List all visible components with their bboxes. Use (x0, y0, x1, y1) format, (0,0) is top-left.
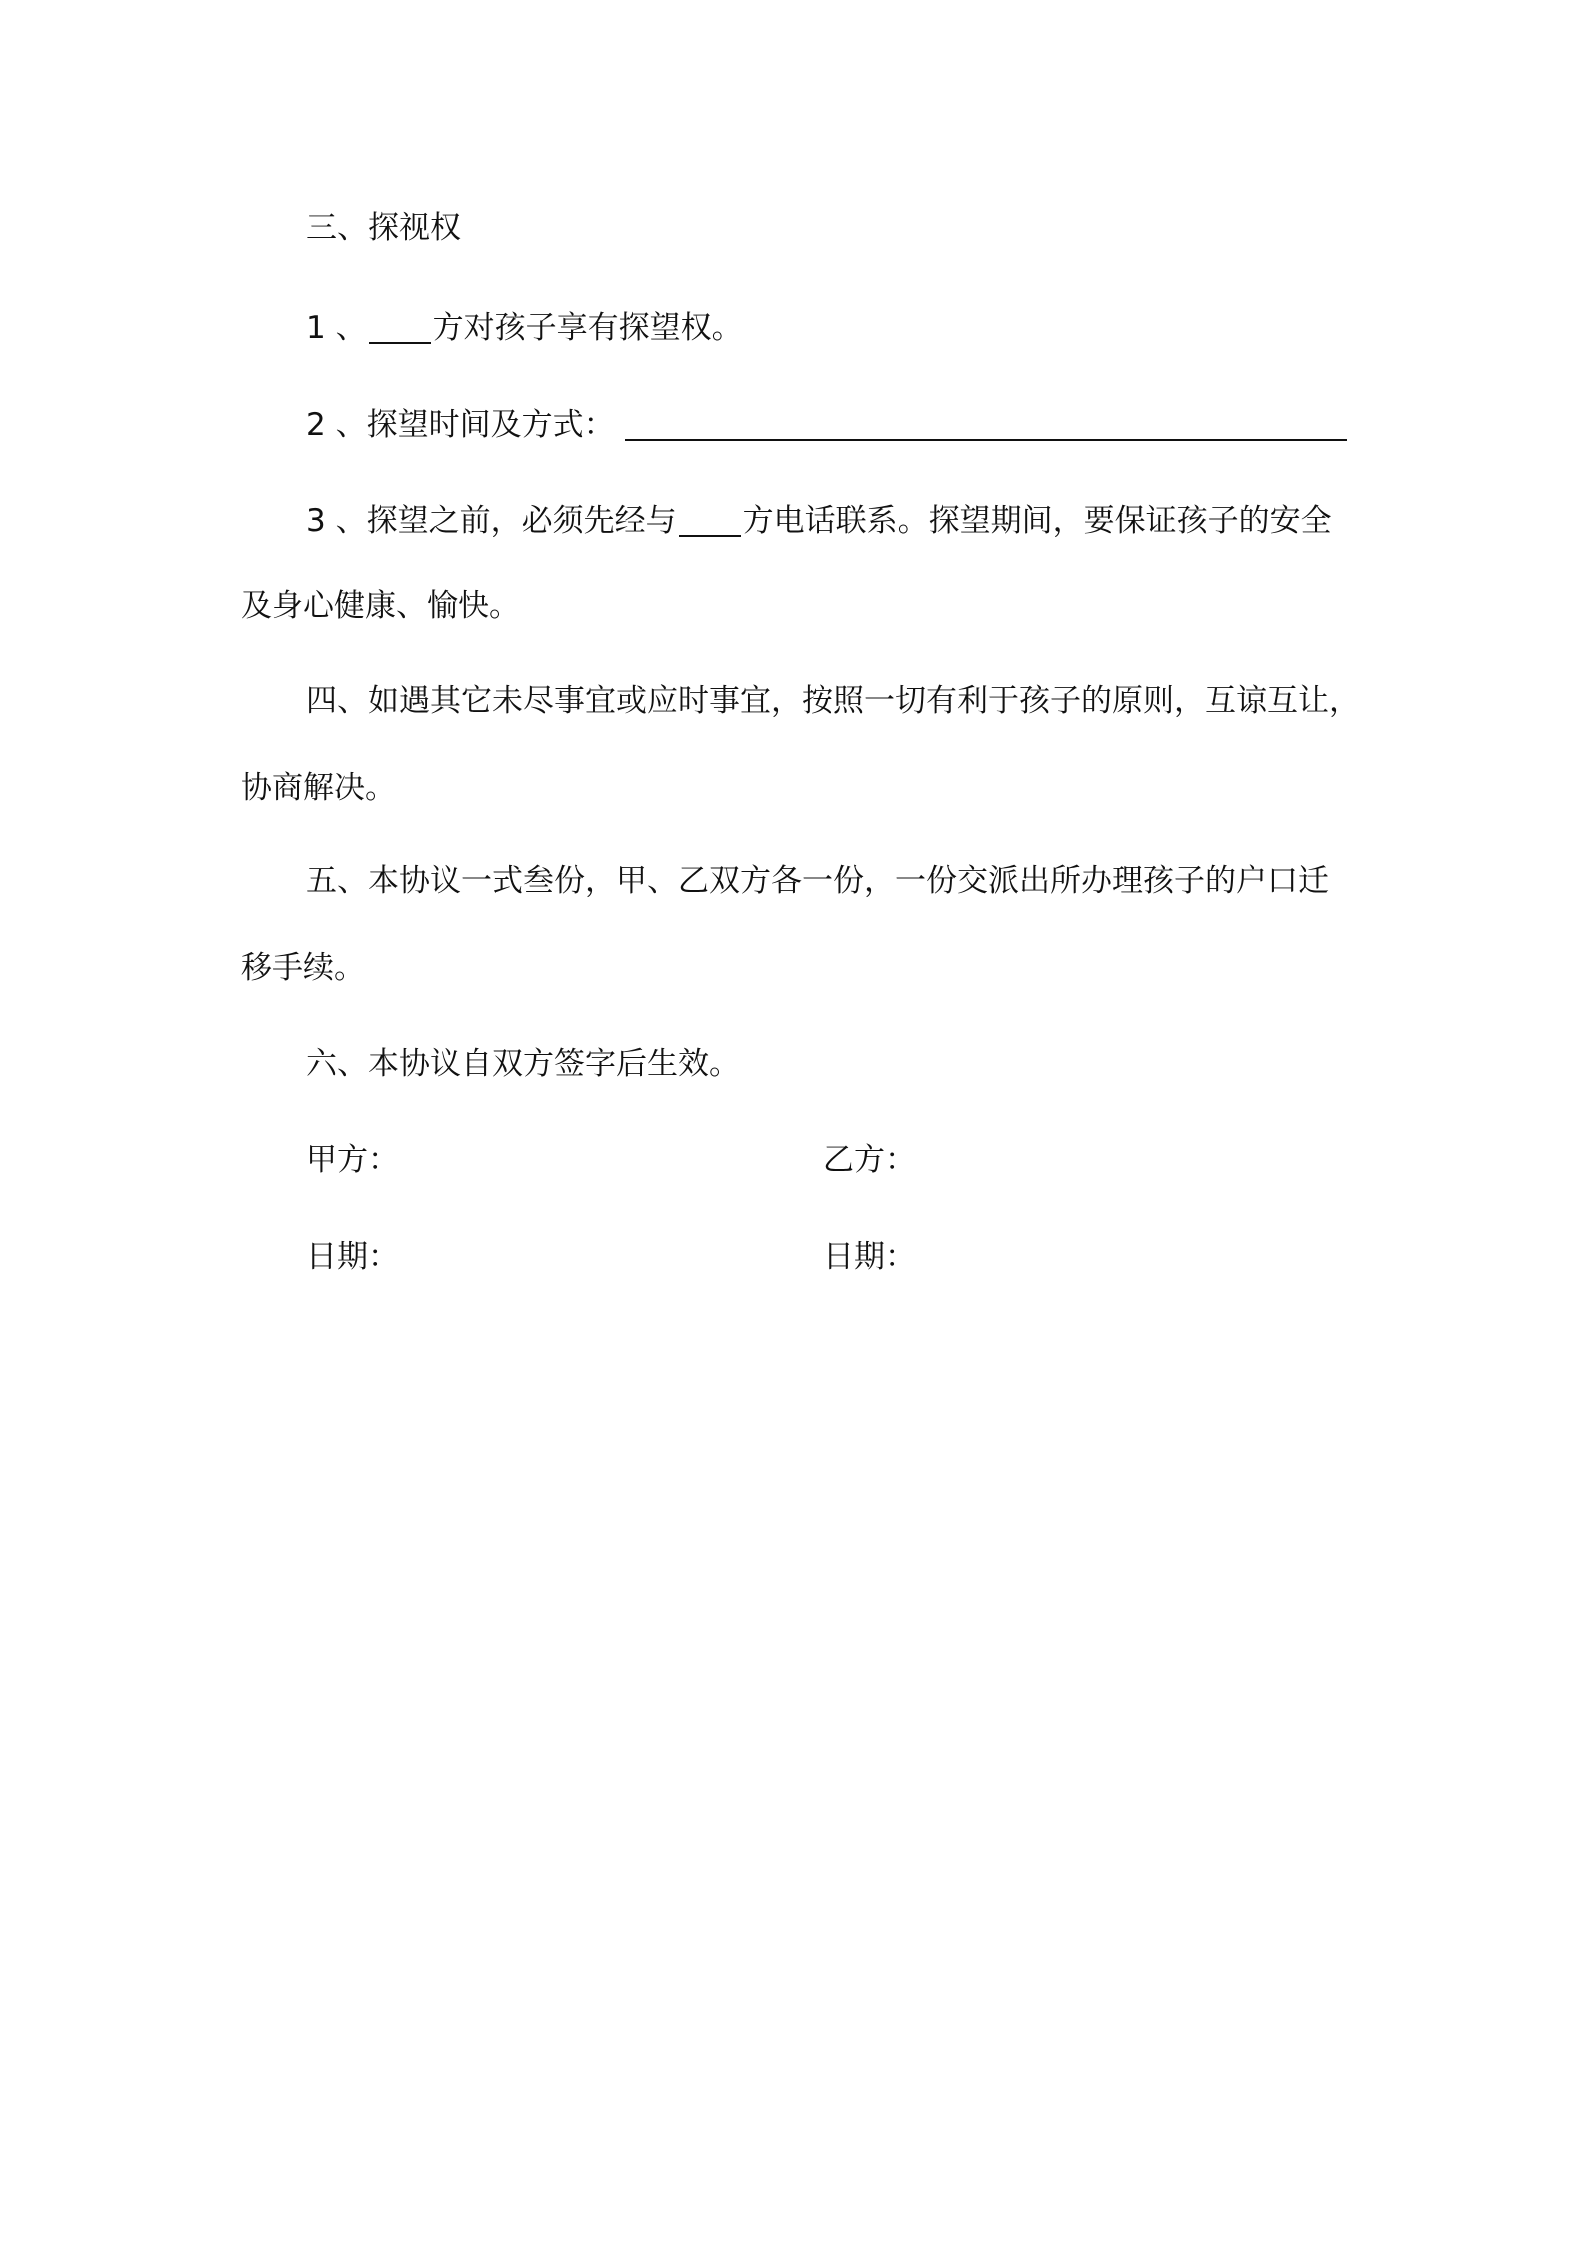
item1-suffix: 方对孩子享有探望权。 (432, 310, 743, 346)
section4-line1: 四、如遇其它未尽事宜或应时事宜，按照一切有利于孩子的原则，互谅互让， (306, 683, 1360, 719)
section3-item3-line2: 及身心健康、愉快。 (241, 588, 520, 624)
item2-blank-field[interactable] (625, 403, 1347, 441)
section3-item3-line1 (306, 499, 1586, 541)
party-a-label: 甲方： (306, 1142, 399, 1178)
section3-heading: 三、探视权 (306, 210, 461, 246)
item3-prefix: 3 、探望之前，必须先经与 (306, 503, 677, 539)
section5-line1: 五、本协议一式叁份，甲、乙双方各一份，一份交派出所办理孩子的户口迁 (306, 863, 1329, 899)
item3-blank-field[interactable] (679, 499, 741, 537)
section6-line1: 六、本协议自双方签字后生效。 (306, 1046, 740, 1082)
item1-prefix: 1 、 (306, 310, 367, 346)
item1-blank-field[interactable] (369, 306, 431, 344)
item3-suffix: 方电话联系。探望期间，要保证孩子的安全 (742, 503, 1332, 539)
section5-line2: 移手续。 (241, 950, 365, 986)
section4-line2: 协商解决。 (241, 770, 396, 806)
party-b-label: 乙方： (823, 1142, 916, 1178)
section3-item2 (306, 403, 1586, 445)
item2-prefix: 2 、探望时间及方式： (306, 407, 615, 443)
section3-item1 (306, 306, 1586, 348)
date-a-label: 日期： (306, 1239, 399, 1275)
date-b-label: 日期： (823, 1239, 916, 1275)
